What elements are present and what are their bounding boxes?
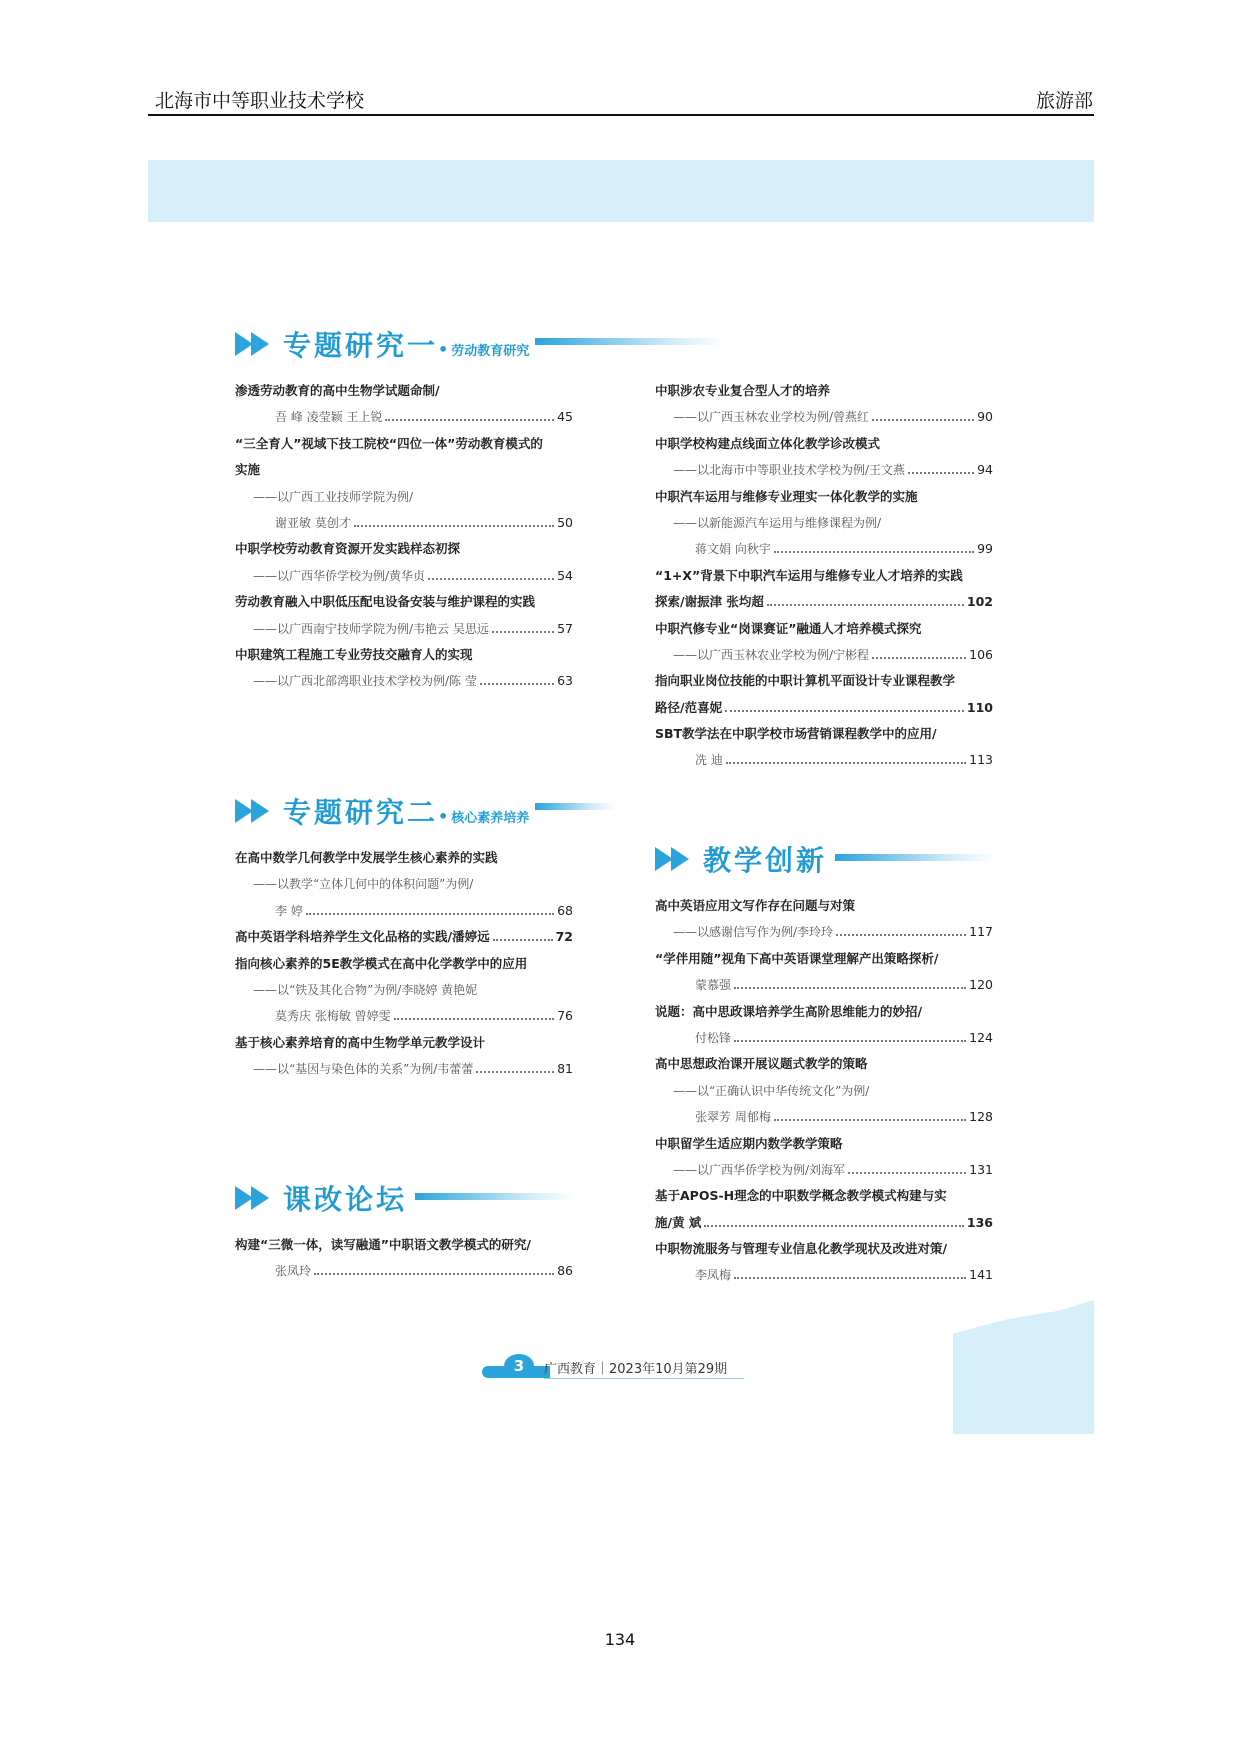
school-name: 北海市中等职业技术学校 [155, 90, 365, 112]
toc-entry-text: 中职涉农专业复合型人才的培养 [655, 383, 831, 398]
toc-entry-title [235, 457, 573, 483]
toc-entry-title [235, 1030, 573, 1056]
toc-entry-text: ——以广西北部湾职业技术学校为例/陈 莹 [253, 674, 477, 689]
toc-entry-title [655, 616, 993, 642]
toc-entry-title [655, 721, 993, 747]
toc-entry-text: 路径/范喜妮 [655, 699, 723, 715]
toc-entry-title [655, 1210, 993, 1236]
toc-page-number: 54 [557, 567, 573, 583]
toc-entry-text: ——以广西玉林农业学校为例/曾燕红 [673, 410, 870, 425]
toc-entry-text: 渗透劳动教育的高中生物学试题命制/ [235, 383, 440, 398]
toc-entry-title [655, 1183, 993, 1209]
toc-entry-title [655, 695, 993, 721]
dot-leader [734, 1039, 966, 1042]
toc-list-teaching-innovation [655, 893, 993, 1289]
section-bar [415, 1193, 575, 1200]
toc-entry-title [235, 845, 573, 871]
toc-page-number: 68 [557, 902, 573, 918]
toc-page-number: 94 [977, 462, 993, 478]
toc-page-number: 120 [969, 977, 993, 993]
toc-entry-subtitle [655, 510, 993, 536]
section-bar [535, 338, 725, 345]
toc-page-number: 72 [555, 929, 573, 945]
toc-entry-text: 基于APOS-H理念的中职数学概念教学模式构建与实 [655, 1188, 947, 1204]
toc-entry-title [235, 924, 573, 950]
toc-entry-text: ——以广西华侨学校为例/刘海军 [673, 1162, 846, 1177]
toc-page-number: 86 [557, 1263, 573, 1279]
toc-entry-title [235, 536, 573, 562]
toc-list-right-top [655, 378, 993, 774]
toc-entry-text: ——以教学“立体几何中的体积问题”为例/ [253, 877, 474, 892]
department-name: 旅游部 [1035, 90, 1093, 112]
dot-leader [774, 550, 974, 553]
toc-page-number: 131 [969, 1161, 993, 1177]
dot-leader [774, 1118, 966, 1121]
toc-entry-text: 付松锋 [695, 1030, 732, 1045]
toc-entry-text: 吾 峰 凌莹颖 王上锐 [275, 410, 383, 425]
toc-entry-text: “1+X”背景下中职汽车运用与维修专业人才培养的实践 [655, 567, 963, 583]
dot-leader [872, 656, 966, 659]
toc-entry-subtitle [655, 1157, 993, 1183]
toc-list-curriculum-forum [235, 1232, 573, 1285]
toc-entry-text: 中职留学生适应期内数学教学策略 [655, 1135, 843, 1151]
toc-entry-author [235, 510, 573, 536]
toc-page-number: 113 [969, 752, 993, 768]
toc-entry-text: ——以“正确认识中华传统文化”为例/ [673, 1083, 870, 1098]
toc-entry-title [235, 642, 573, 668]
toc-entry-text: 基于核心素养培育的高中生物学单元教学设计 [235, 1034, 486, 1050]
section-title: 课改论坛 [283, 1183, 408, 1216]
toc-entry-title [655, 893, 993, 919]
toc-page-number: 81 [557, 1061, 573, 1077]
page-number: 134 [604, 1630, 636, 1649]
dot-leader [908, 471, 974, 474]
header-band [148, 160, 1094, 222]
toc-list-topic-2 [235, 845, 573, 1083]
toc-entry-text: ——以广西玉林农业学校为例/宁彬程 [673, 647, 870, 662]
toc-page-number: 106 [969, 646, 993, 662]
toc-entry-subtitle [235, 871, 573, 897]
toc-entry-title [235, 378, 573, 404]
toc-entry-subtitle [235, 1056, 573, 1082]
toc-entry-text: ——以“铁及其化合物”为例/李晓婷 黄艳妮 [253, 982, 478, 997]
toc-entry-text: 中职汽车运用与维修专业理实一体化教学的实施 [655, 488, 918, 504]
toc-entry-author [235, 404, 573, 430]
journal-info: 广西教育｜2023年10月第29期 [544, 1362, 728, 1377]
dot-leader [726, 761, 966, 764]
toc-entry-text: ——以“基因与染色体的关系”为例/韦蕾蕾 [253, 1062, 474, 1077]
toc-entry-title [235, 431, 573, 457]
dot-leader [704, 1224, 963, 1227]
toc-entry-text: 中职建筑工程施工专业劳技交融育人的实现 [235, 646, 473, 662]
toc-entry-subtitle [655, 1078, 993, 1104]
toc-entry-author [235, 1258, 573, 1284]
toc-entry-text: 在高中数学几何教学中发展学生核心素养的实践 [235, 850, 498, 865]
decorative-wave [953, 1300, 1094, 1434]
toc-entry-author [655, 972, 993, 998]
toc-entry-subtitle [655, 642, 993, 668]
dot-leader [725, 709, 964, 712]
toc-page-number: 124 [969, 1029, 993, 1045]
toc-entry-subtitle [655, 919, 993, 945]
header-rule [148, 114, 1094, 116]
toc-page-number: 117 [969, 924, 993, 940]
dot-leader [734, 986, 966, 989]
toc-entry-title [655, 563, 993, 589]
toc-entry-text: ——以广西华侨学校为例/黄华贞 [253, 568, 426, 583]
toc-entry-subtitle [235, 616, 573, 642]
dot-leader [394, 1017, 554, 1020]
toc-entry-text: 李 婷 [275, 903, 303, 918]
toc-entry-text: 中职物流服务与管理专业信息化教学现状及改进对策/ [655, 1241, 948, 1257]
toc-entry-text: 李凤梅 [695, 1268, 732, 1283]
section-title: 专题研究一•劳动教育研究 [283, 329, 530, 362]
toc-entry-text: 高中思想政治课开展议题式教学的策略 [655, 1056, 868, 1072]
toc-entry-subtitle [235, 484, 573, 510]
toc-page-number: 102 [966, 594, 993, 610]
toc-entry-text: ——以新能源汽车运用与维修课程为例/ [673, 515, 882, 530]
dot-leader [428, 577, 554, 580]
toc-entry-subtitle [655, 457, 993, 483]
toc-entry-author [655, 1104, 993, 1130]
toc-entry-subtitle [235, 668, 573, 694]
dot-leader [872, 418, 974, 421]
dot-leader [476, 1070, 554, 1073]
toc-entry-text: SBT教学法在中职学校市场营销课程教学中的应用/ [655, 726, 937, 742]
arrow-icon [251, 799, 269, 823]
dot-leader [354, 524, 554, 527]
toc-entry-author [655, 1262, 993, 1288]
toc-entry-text: ——以广西工业技师学院为例/ [253, 489, 414, 504]
journal-footer [482, 1354, 747, 1380]
arrow-icon [251, 332, 269, 356]
toc-list-topic-1 [235, 378, 573, 695]
toc-entry-subtitle [655, 404, 993, 430]
toc-entry-text: 谢亚敏 莫创才 [275, 515, 351, 530]
dot-leader [734, 1276, 966, 1279]
toc-entry-text: 蒋文娟 向秋宇 [695, 542, 771, 557]
page-badge: 3 [504, 1354, 534, 1378]
toc-entry-text: 劳动教育融入中职低压配电设备安装与维护课程的实践 [235, 594, 536, 610]
toc-entry-subtitle [235, 977, 573, 1003]
toc-entry-text: 高中英语学科培养学生文化品格的实践/潘婷远 [235, 929, 490, 945]
dot-leader [493, 938, 553, 941]
toc-entry-text: 莫秀庆 张梅敏 曾婷雯 [275, 1009, 391, 1024]
toc-entry-text: 高中英语应用文写作存在问题与对策 [655, 898, 856, 913]
toc-page-number: 136 [966, 1214, 993, 1230]
toc-entry-title [655, 946, 993, 972]
toc-page-number: 63 [557, 673, 573, 689]
toc-page-number: 90 [977, 409, 993, 425]
toc-page-number: 76 [557, 1008, 573, 1024]
arrow-icon [251, 1186, 269, 1210]
footer-underline [544, 1378, 744, 1379]
toc-entry-title [655, 484, 993, 510]
toc-entry-author [655, 536, 993, 562]
section-bar [535, 803, 615, 810]
toc-page-number: 110 [966, 699, 993, 715]
section-title: 教学创新 [703, 844, 828, 877]
toc-entry-title [655, 668, 993, 694]
dot-leader [767, 603, 964, 606]
dot-leader [848, 1171, 966, 1174]
toc-entry-text: 中职学校构建点线面立体化教学诊改模式 [655, 435, 881, 451]
toc-entry-text: 构建“三微一体，读写融通”中职语文教学模式的研究/ [235, 1237, 531, 1252]
toc-entry-text: 实施 [235, 462, 261, 478]
toc-entry-text: 中职汽修专业“岗课赛证”融通人才培养模式探究 [655, 620, 922, 636]
toc-entry-text: 中职学校劳动教育资源开发实践样态初探 [235, 541, 461, 557]
dot-leader [836, 933, 966, 936]
toc-entry-title [655, 431, 993, 457]
dot-leader [385, 418, 554, 421]
section-bar [835, 854, 995, 861]
toc-entry-title [655, 1236, 993, 1262]
section-title: 专题研究二•核心素养培养 [283, 796, 530, 829]
toc-entry-title [655, 589, 993, 615]
toc-entry-text: ——以北海市中等职业技术学校为例/王文燕 [673, 463, 906, 478]
dot-leader [314, 1272, 554, 1275]
toc-entry-text: 说题：高中思政课培养学生高阶思维能力的妙招/ [655, 1003, 923, 1019]
toc-entry-text: 张翠芳 周郁梅 [695, 1110, 771, 1125]
toc-entry-author [235, 1003, 573, 1029]
toc-page-number: 45 [557, 409, 573, 425]
toc-page-number: 50 [557, 514, 573, 530]
toc-page-number: 141 [969, 1267, 993, 1283]
toc-page-number: 128 [969, 1109, 993, 1125]
toc-entry-text: “三全育人”视域下技工院校“四位一体”劳动教育模式的 [235, 435, 543, 451]
toc-entry-text: 蒙慕强 [695, 978, 732, 993]
toc-entry-text: “学伴用随”视角下高中英语课堂理解产出策略探析/ [655, 950, 939, 966]
toc-entry-text: 探索/谢振津 张均超 [655, 594, 764, 610]
toc-entry-author [655, 747, 993, 773]
toc-entry-title [235, 589, 573, 615]
toc-entry-author [655, 1025, 993, 1051]
toc-entry-text: ——以广西南宁技师学院为例/韦艳云 吴思远 [253, 621, 489, 636]
toc-entry-author [235, 898, 573, 924]
toc-entry-title [235, 1232, 573, 1258]
arrow-icon [671, 847, 689, 871]
toc-entry-text: 指向核心素养的5E教学模式在高中化学教学中的应用 [235, 955, 528, 971]
dot-leader [480, 682, 554, 685]
toc-entry-title [235, 951, 573, 977]
toc-entry-text: 冼 迪 [695, 753, 723, 768]
toc-entry-title [655, 378, 993, 404]
toc-entry-title [655, 1051, 993, 1077]
dot-leader [306, 912, 554, 915]
toc-entry-title [655, 999, 993, 1025]
toc-page-number: 99 [977, 541, 993, 557]
dot-leader [492, 630, 554, 633]
toc-entry-title [655, 1131, 993, 1157]
toc-entry-text: 指向职业岗位技能的中职计算机平面设计专业课程教学 [655, 673, 956, 689]
toc-entry-text: ——以感谢信写作为例/李玲玲 [673, 925, 834, 940]
toc-entry-text: 施/黄 斌 [655, 1214, 702, 1230]
toc-entry-subtitle [235, 563, 573, 589]
toc-page-number: 57 [557, 620, 573, 636]
toc-entry-text: 张凤玲 [275, 1264, 312, 1279]
